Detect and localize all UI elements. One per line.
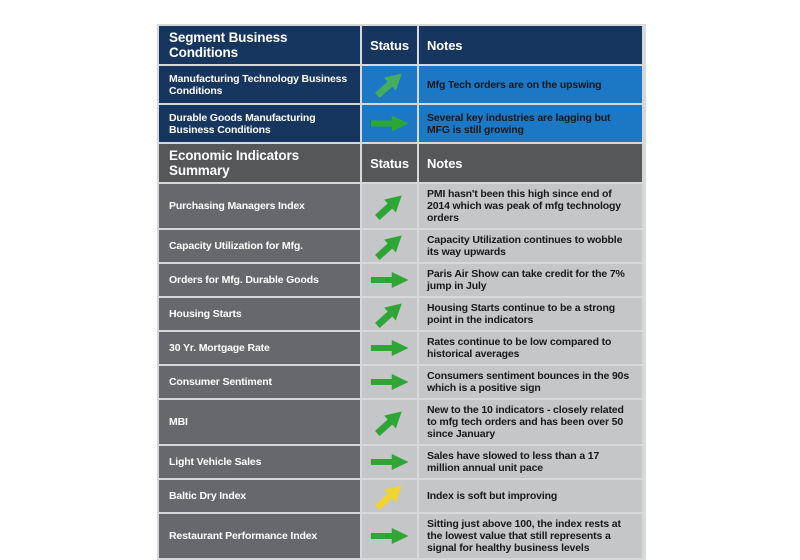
row-label: 30 Yr. Mortgage Rate [159,332,360,364]
row-note: New to the 10 indicators - closely related to mfg tech orders and has been over 50 since January [419,400,642,444]
economic-row-0 [159,184,644,228]
row-label: Capacity Utilization for Mfg. [159,230,360,262]
row-label: Consumer Sentiment [159,366,360,398]
row-label: Orders for Mfg. Durable Goods [159,264,360,296]
status-cell [362,480,417,512]
economic-row-3 [159,298,644,330]
arrow-right-icon [371,453,409,472]
economic-row-7 [159,446,644,478]
status-cell [362,66,417,103]
arrow-right-icon [371,527,409,546]
row-label: MBI [159,400,360,444]
arrow-up-right-icon [371,296,408,332]
arrow-up-right-icon [371,188,408,224]
row-label: Baltic Dry Index [159,480,360,512]
row-note: Index is soft but improving [419,480,642,512]
economic-header-row [159,144,644,182]
arrow-right-icon [371,373,409,392]
row-label: Restaurant Performance Index [159,514,360,558]
row-note: Capacity Utilization continues to wobble its way upwards [419,230,642,262]
row-note: Sales have slowed to less than a 17 million annual unit pace [419,446,642,478]
status-cell [362,514,417,558]
business-conditions-table [157,24,646,560]
row-label: Manufacturing Technology Business Conditions [159,66,360,103]
economic-section-title: Economic Indicators Summary [159,144,360,182]
row-label: Durable Goods Manufacturing Business Conditions [159,105,360,142]
notes-column-header: Notes [419,144,642,182]
arrow-right-icon [371,271,409,290]
economic-row-8 [159,480,644,512]
economic-row-6 [159,400,644,444]
status-cell [362,264,417,296]
row-label: Housing Starts [159,298,360,330]
status-cell [362,366,417,398]
arrow-up-right-icon [371,404,408,440]
status-cell [362,230,417,262]
row-note: Mfg Tech orders are on the upswing [419,66,642,103]
economic-row-9 [159,514,644,558]
row-note: Housing Starts continue to be a strong point in the indicators [419,298,642,330]
status-cell [362,446,417,478]
row-label: Light Vehicle Sales [159,446,360,478]
status-cell [362,298,417,330]
economic-row-5 [159,366,644,398]
arrow-up-right-icon [371,228,408,264]
notes-column-header: Notes [419,26,642,64]
status-column-header: Status [362,144,417,182]
status-cell [362,105,417,142]
segment-row-1 [159,105,644,142]
arrow-right-icon [371,114,409,133]
economic-row-2 [159,264,644,296]
economic-row-4 [159,332,644,364]
row-label: Purchasing Managers Index [159,184,360,228]
row-note: Consumers sentiment bounces in the 90s which is a positive sign [419,366,642,398]
row-note: Several key industries are lagging but MFG is still growing [419,105,642,142]
economic-row-1 [159,230,644,262]
arrow-right-icon [371,339,409,358]
segment-row-0 [159,66,644,103]
row-note: Sitting just above 100, the index rests at the lowest value that still represents a signal for healthy business levels [419,514,642,558]
segment-section-title: Segment Business Conditions [159,26,360,64]
arrow-up-right-icon [371,478,408,514]
row-note: PMI hasn't been this high since end of 2014 which was peak of mfg technology orders [419,184,642,228]
status-cell [362,400,417,444]
segment-header-row [159,26,644,64]
status-column-header: Status [362,26,417,64]
row-note: Rates continue to be low compared to historical averages [419,332,642,364]
status-cell [362,184,417,228]
arrow-up-right-icon [371,66,408,102]
row-note: Paris Air Show can take credit for the 7% jump in July [419,264,642,296]
status-cell [362,332,417,364]
